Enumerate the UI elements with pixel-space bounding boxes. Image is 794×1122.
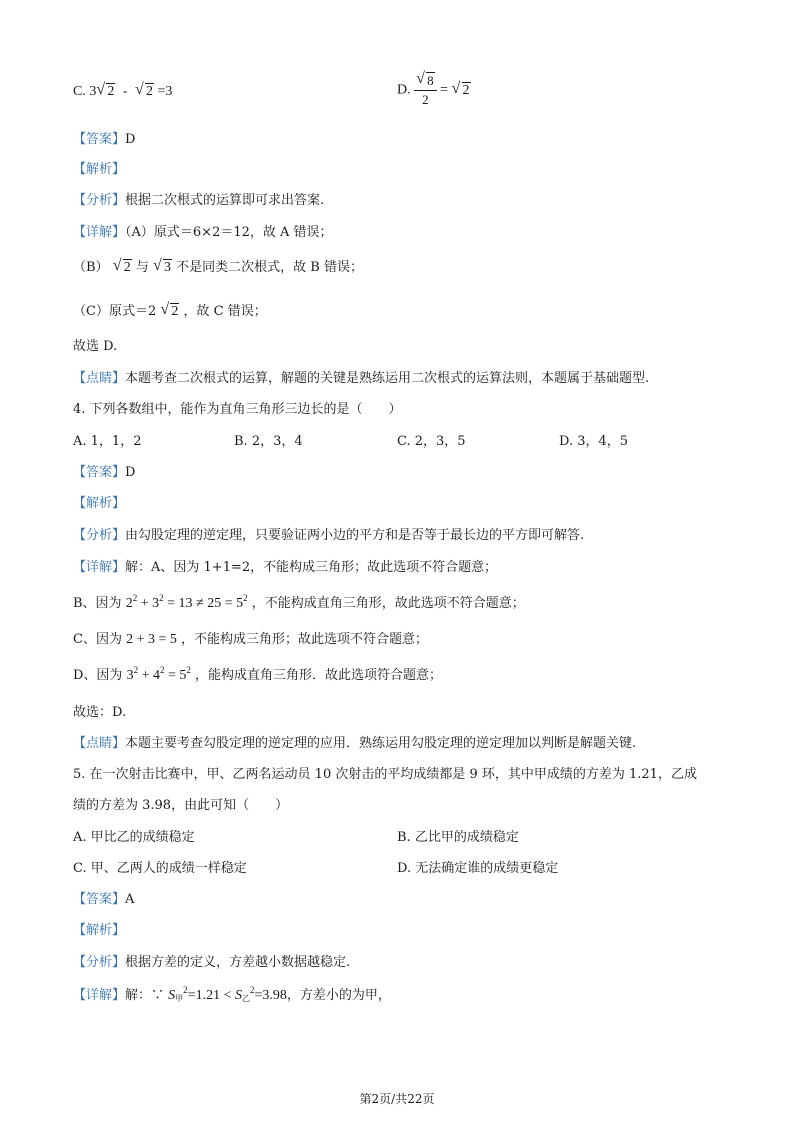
q3-detail-a: 【详解】（A）原式＝6×2＝12，故 A 错误； [73,225,333,240]
sqrt-symbol: √ 2 [136,83,154,101]
q3-detail-b: （B） √ 2 与 √ 3 不是同类二次根式，故 B 错误； [73,259,363,277]
q5-question-line2: 绩的方差为 3.98，由此可知（ ） [73,798,289,813]
q3-detail-c: （C）原式＝2 √ 2 ，故 C 错误； [73,303,267,321]
fraction: √ $\frac{8}{2}$ [414,72,437,109]
q3-comment: 【点睛】本题考查二次根式的运算，解题的关键是熟练运用二次根式的运算法则，本题属于基础题型. [73,371,650,386]
sqrt-symbol: √ 2 [161,303,179,321]
sqrt-symbol: √ 2 [453,82,471,100]
q4-comment: 【点睛】本题主要考查勾股定理的逆定理的应用．熟练运用勾股定理的逆定理加以判断是解题关键. [73,736,637,751]
q4-question: 4. 下列各数组中，能作为直角三角形三边长的是（ ） [73,402,402,417]
q3-answer: 【答案】D [73,132,136,147]
sqrt-symbol: √ 2 [97,83,115,101]
q3-conclusion: 故选 D. [73,339,118,354]
q4-answer: 【答案】D [73,465,136,480]
q5-option-d: D. 无法确定谁的成绩更稳定 [397,861,559,876]
sqrt-symbol: √ 2 [114,259,132,277]
q5-question-line1: 5. 在一次射击比赛中，甲、乙两名运动员 10 次射击的平均成绩都是 9 环，其中甲成绩的方差为 1.21，乙成 [73,767,697,782]
q5-detail: 【详解】解：∵ $S_甲^2=1.21 < S_乙^2=3.98$，方差小的为甲， [73,985,391,1003]
q5-option-b: B. 乙比甲的成绩稳定 [397,830,519,845]
q5-analysis: 【分析】根据方差的定义，方差越小数据越稳定. [73,955,351,970]
page-footer: 第2页/共22页 [359,1092,435,1106]
q4-analysis: 【分析】由勾股定理的逆定理，只要验证两小边的平方和是否等于最长边的平方即可解答. [73,528,585,543]
q5-option-a: A. 甲比乙的成绩稳定 [73,830,195,845]
q4-option-b: B. 2，3，4 [234,434,303,449]
sqrt-symbol: √ 8 [417,72,435,90]
sqrt-symbol: √ 3 [154,259,172,277]
q3-option-d: D. √ $\frac{8}{2}$ = √ 2 [397,72,471,109]
q4-detail-c: C、因为 2 + 3 = 5 ，不能构成三角形；故此选项不符合题意； [73,632,429,647]
q3-jiexi: 【解析】 [73,162,126,177]
q4-option-a: A. 1，1，2 [73,434,142,449]
q3-analysis: 【分析】根据二次根式的运算即可求出答案. [73,193,325,208]
q5-jiexi: 【解析】 [73,923,126,938]
q5-answer: 【答案】A [73,892,135,907]
q4-option-c: C. 2，3，5 [397,434,466,449]
q4-option-d: D. 3，4，5 [559,434,629,449]
q3-option-c: C. 3√ 2 - √ 2 =3 [73,83,172,101]
q4-jiexi: 【解析】 [73,496,126,511]
q4-detail-d: D、因为 $3^2 + 4^2 = 5^2$ ，能构成直角三角形．故此选项符合题意； [73,665,443,683]
q4-detail-a: 【详解】解：A、因为 1+1=2，不能构成三角形；故此选项不符合题意； [73,560,498,575]
q4-conclusion: 故选：D. [73,705,127,720]
q5-option-c: C. 甲、乙两人的成绩一样稳定 [73,861,247,876]
q4-detail-b: B、因为 $2^2 + 3^2 = 13 \ne 25 = 5^2$ ，不能构成直角三角形，故此选项不符合题意； [73,593,525,611]
